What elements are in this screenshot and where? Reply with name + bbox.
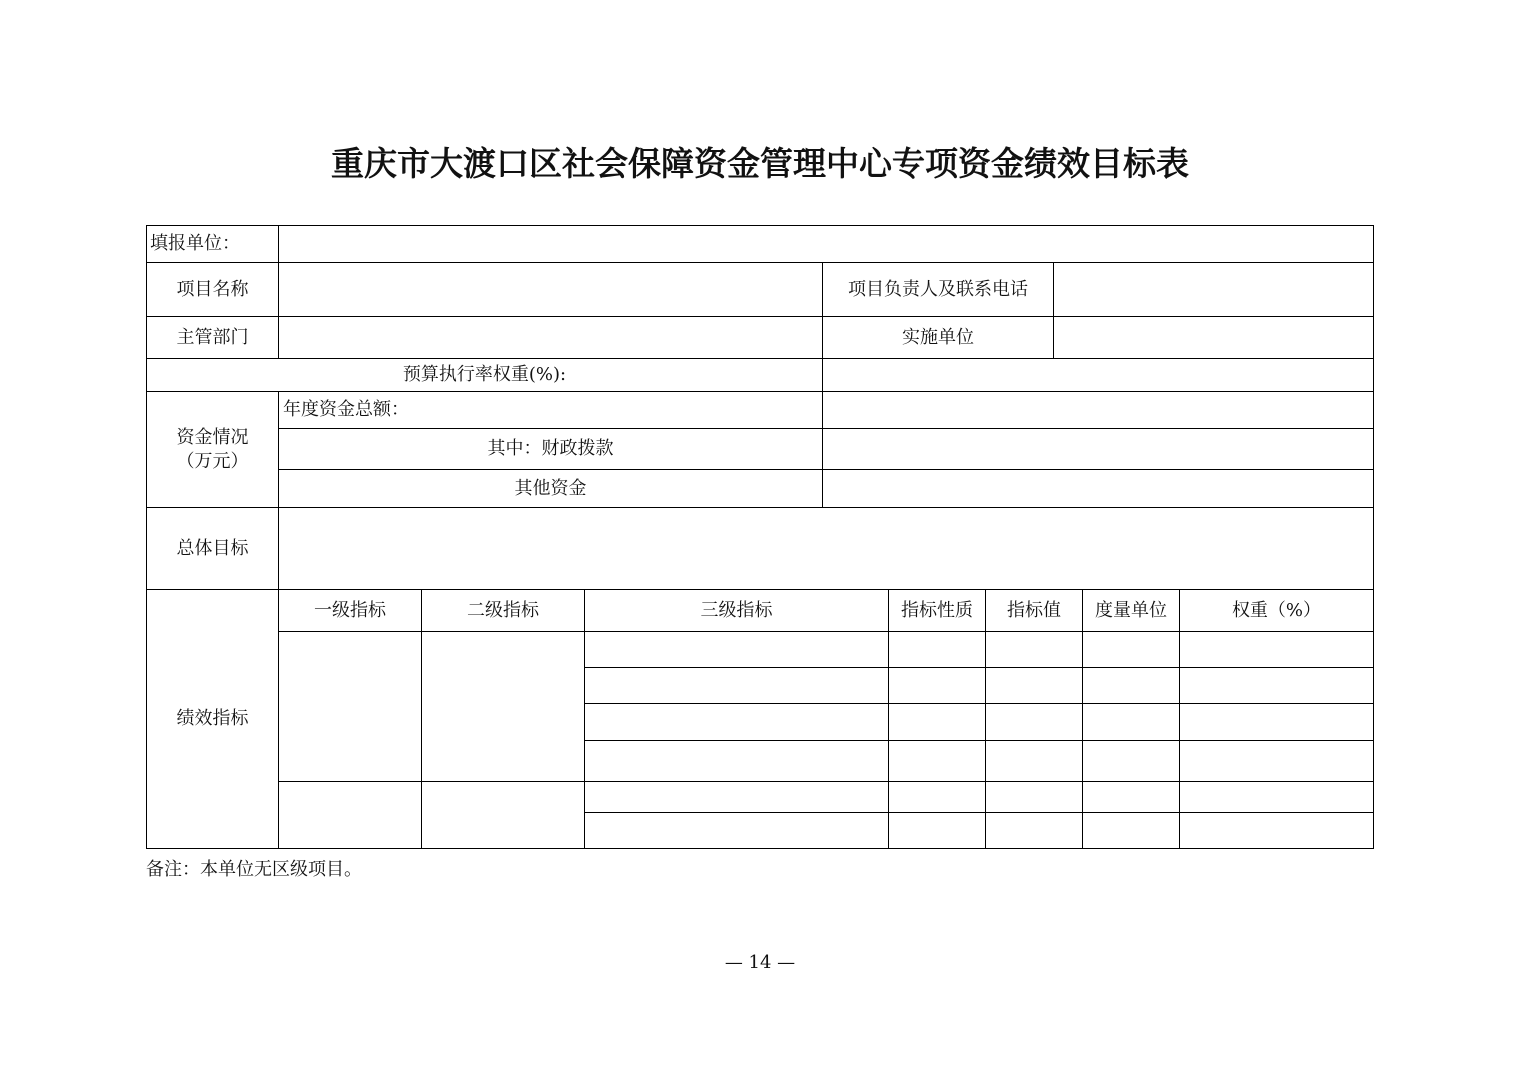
competent-dept-label: 主管部门 — [176, 326, 249, 348]
row-line — [584, 812, 1374, 813]
annual-total-field[interactable] — [823, 392, 1373, 428]
performance-target-form — [146, 225, 1374, 849]
row-line — [584, 740, 1374, 741]
funds-label — [147, 392, 278, 507]
reporting-unit-field[interactable] — [279, 226, 1373, 262]
header-measure-unit: 度量单位 — [1095, 599, 1167, 621]
row-line — [584, 667, 1374, 668]
project-name-field[interactable] — [279, 263, 822, 316]
table-border-right — [1373, 225, 1374, 849]
budget-rate-weight-field[interactable] — [823, 359, 1373, 391]
header-level1-indicator: 一级指标 — [314, 599, 386, 621]
overall-goal-field[interactable] — [279, 508, 1373, 589]
performance-indicators-label: 绩效指标 — [176, 708, 249, 729]
funds-label-line1: 资金情况 — [176, 426, 249, 448]
row-line — [278, 631, 1374, 632]
header-level3-indicator: 三级指标 — [700, 599, 773, 621]
implementing-unit-field[interactable] — [1054, 317, 1373, 358]
project-lead-field[interactable] — [1054, 263, 1373, 316]
header-indicator-nature: 指标性质 — [901, 599, 973, 621]
competent-dept-field[interactable] — [279, 317, 822, 358]
reporting-unit-label: 填报单位： — [150, 233, 240, 254]
funds-label-line2: （万元） — [176, 450, 249, 472]
footnote: 备注：本单位无区级项目。 — [146, 859, 362, 880]
fiscal-allocation-label: 其中：财政拨款 — [487, 438, 614, 459]
annual-total-label: 年度资金总额： — [283, 399, 409, 420]
budget-rate-weight-label: 预算执行率权重(%): — [402, 364, 567, 385]
other-funds-label: 其他资金 — [514, 477, 587, 499]
project-lead-label: 项目负责人及联系电话 — [848, 278, 1028, 300]
page-number: — 14 — — [724, 952, 796, 973]
overall-goal-label: 总体目标 — [176, 537, 249, 559]
header-level2-indicator: 二级指标 — [467, 599, 539, 621]
row-line — [584, 703, 1374, 704]
table-border-bottom — [146, 848, 1374, 849]
project-name-label: 项目名称 — [176, 278, 249, 300]
page-title: 重庆市大渡口区社会保障资金管理中心专项资金绩效目标表 — [331, 144, 1189, 183]
row-line — [278, 781, 1374, 782]
implementing-unit-label: 实施单位 — [902, 326, 974, 348]
header-indicator-value: 指标值 — [1007, 599, 1061, 621]
fiscal-allocation-field[interactable] — [823, 429, 1373, 469]
other-funds-field[interactable] — [823, 470, 1373, 507]
header-weight: 权重（%） — [1231, 599, 1322, 621]
